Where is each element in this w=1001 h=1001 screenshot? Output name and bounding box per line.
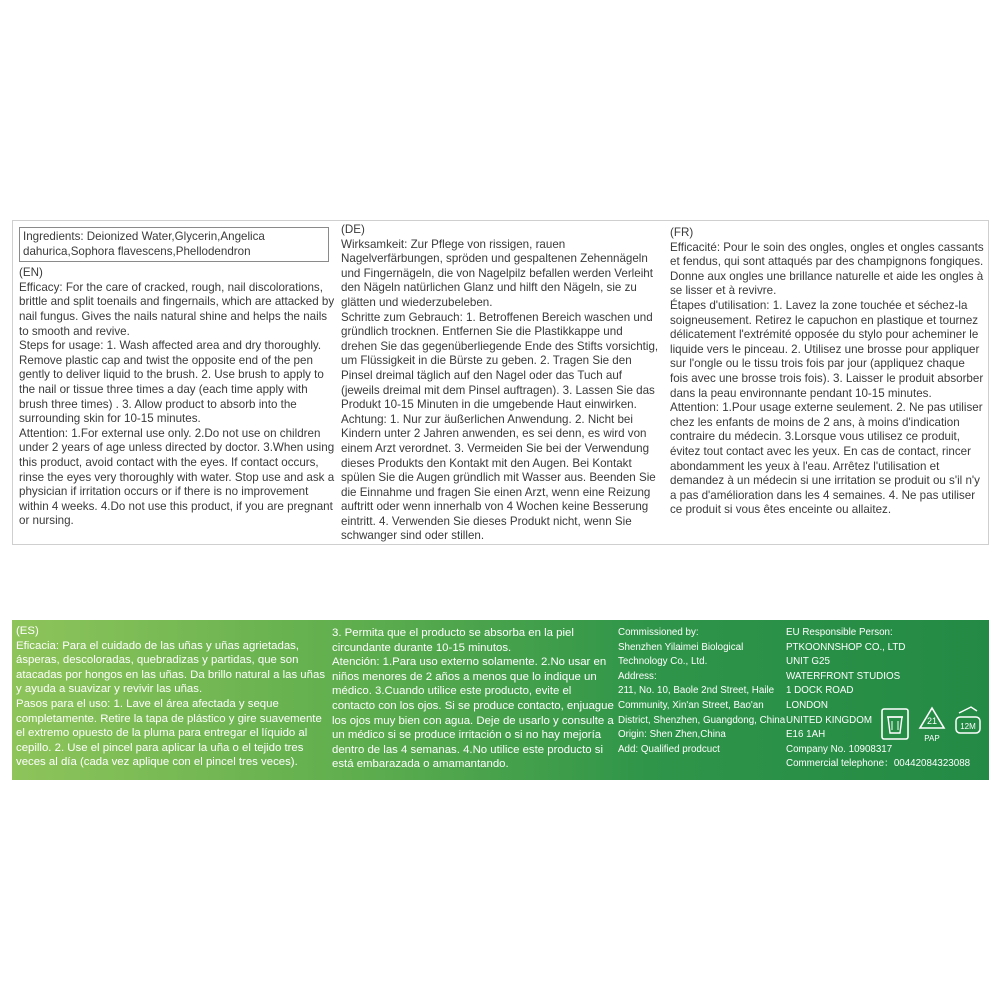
eu-postcode: E16 1AH [786,729,826,741]
en-attention: Attention: 1.For external use only. 2.Do not use on children under 2 years of age unless directed by doctor. 3.When using this product, avoid contact with the eyes. If contact occurs, rinse the eyes very thoroughly with water. Stop use and ask a physician if irritation occurs or if there is no improvement within 4 weeks. 4.Do not use this product, if you are pregnant or nursing. [19,426,335,528]
es-step3: 3. Permita que el producto se absorba en la piel circundante durante 10-15 minutos. [332,627,574,654]
recycle-bin-icon [879,707,911,741]
german-column [341,223,661,544]
recycle-label-icon [917,732,947,744]
en-steps: Steps for usage: 1. Wash affected area and dry thoroughly. Remove plastic cap and twist the opposite end of the pen gently to deliver liquid to the brush. 2. Use brush to apply to the nail or tissue three times a day (each time apply with brush three times) . 3. Allow product to absorb into the surrounding skin for 10-15 minutes. [19,339,324,426]
en-efficacy: Efficacy: For the care of cracked, rough, nail discolorations, brittle and split toenails and fingernails, which are attacked by nail fungus. Gives the nails natural shine and helps the nails to smooth and revive. [19,280,335,338]
eu-country: UNITED KINGDOM [786,714,872,726]
commissioner-company: Shenzhen Yilaimei Biological Technology Co., Ltd. [618,641,744,668]
green-label-panel [12,620,989,780]
de-language-tag: (DE) [341,223,365,236]
symbol-icons [879,705,989,745]
eu-studios: WATERFRONT STUDIOS [786,670,901,682]
eu-label: EU Responsible Person: [786,627,893,638]
address-label: Address: [618,670,657,682]
commissioner-info [618,626,788,757]
commissioned-label: Commissioned by: [618,627,699,638]
recycle-label: PAP [924,734,940,743]
eu-road: 1 DOCK ROAD [786,685,854,697]
en-language-tag: (EN) [19,266,43,280]
eu-company-number: Company No. 10908317 [786,743,893,755]
eu-unit: UNIT G25 [786,656,830,668]
ingredients-box: Ingredients: Deionized Water,Glycerin,Angelica dahurica,Sophora flavescens,Phellodendron [19,227,329,262]
fr-steps: Étapes d'utilisation: 1. Lavez la zone touchée et séchez-la soigneusement. Retirez le capuchon en plastique et tournez délicatement l'extrémité opposée du stylo pour acheminer le liquide vers le pinceau. 2. Utilisez une brosse pour appliquer sur l'ongle ou le tissu trois fois par jour (appliquez chaque fois avec une brosse trois fois). 3. Laisser le produit absorber dans la peau environnante pendant 10-15 minutes. [670,298,984,400]
pao-value: 12M [960,722,976,731]
fr-attention: Attention: 1.Pour usage externe seulement. 2. Ne pas utiliser chez les enfants de moins de 2 ans, à moins d'indication contraire du médecin. 3.Lorsque vous utilisez ce produit, évitez tout contact avec les yeux. En cas de contact, rincer abondamment les yeux à l'eau. Arrêtez l'utilisation et demandez à un médecin si une irritation se produit ou s'il n'y a pas d'amélioration dans les 4 semaines. 4. Ne pas utiliser ce produit si vous êtes enceinte ou allaitez. [670,401,983,517]
es-efficacy: Eficacia: Para el cuidado de las uñas y uñas agrietadas, ásperas, descoloradas, quebradizas y partidas, que son atacadas por hongos en las uñas. Da brillo natural a las uñas y ayuda a suavizar y revivir las uñas. [16,639,326,696]
fr-efficacy: Efficacité: Pour le soin des ongles, ongles et ongles cassants et fendus, qui sont attaqués par des champignons fongiques. Donne aux ongles une brillance naturelle et aide les ongles à se lisser et à revivre. [670,240,984,298]
es-steps: Pasos para el uso: 1. Lave el área afectada y seque completamente. Retire la tapa de plástico y gire suavemente el extremo opuesto de la pluma para entregar el líquido al cepillo. 2. Use el pincel para aplicar la uña o el tejido tres veces al día (cada vez aplique con el pincel tres veces). [16,697,322,769]
eu-company: PTKOONNSHOP CO., LTD [786,641,906,653]
de-attention: Achtung: 1. Nur zur äußerlichen Anwendung. 2. Nicht bei Kindern unter 2 Jahren anwenden, es sei denn, es wird von einem Arzt verordnet. 3. Vermeiden Sie bei der Verwendung dieses Produkts den Kontakt mit den Augen. Bei Kontakt spülen Sie die Augen gründlich mit Wasser aus. Beenden Sie die Einnahme und fragen Sie einen Arzt, wenn eine Reizung auftritt oder wenn innerhalb von 4 Wochen keine Besserung eintritt. 4. Verwenden Sie dieses Produkt nicht, wenn Sie schwanger sind oder stillen. [341,412,656,543]
origin: Origin: Shen Zhen,China [618,729,726,741]
eu-city: LONDON [786,699,828,711]
recycle-number: 21 [926,716,938,726]
es-language-tag: (ES) [16,625,39,637]
french-column [670,226,986,518]
add-note: Add: Qualified prodcuct [618,743,720,755]
de-steps: Schritte zum Gebrauch: 1. Betroffenen Bereich waschen und gründlich trocknen. Entfernen Sie die Plastikkappe und drehen Sie das gegenüberliegende Ende des Stifts vorsichtig, um Flüssigkeit in die Bürste zu geben. 2. Tragen Sie den Pinsel dreimal täglich auf den Nagel oder das Tuch auf (jeweils dreimal mit dem Pinsel auftragen). 3. Lassen Sie das Produkt 10-15 Minuten in die umgebende Haut einwirken. [341,310,659,412]
spanish-column [16,624,332,770]
es-attention: Atención: 1.Para uso externo solamente. 2.No usar en niños menores de 2 años a menos que lo indique un médico. 3.Cuando utilice este producto, evite el contacto con los ojos. Si se produce contacto, enjuague los ojos muy bien con agua. Deje de usarlo y consulte a un médico si se produce irritación o si no hay mejoría dentro de las 4 semanas. 4.No utilice este producto si está embarazada o amamantando. [332,656,614,771]
period-after-opening-icon [953,705,983,739]
eu-responsible-info [786,626,986,772]
commissioner-address: 211, No. 10, Baole 2nd Street, Haile Community, Xin'an Street, Bao'an District, Shenzhen, Guangdong, China [618,685,786,726]
recycle-triangle-icon [917,705,947,733]
fr-language-tag: (FR) [670,226,694,239]
spanish-column-continued [332,626,616,772]
eu-telephone: Commercial telephone：00442084323088 [786,758,971,770]
english-column [19,227,337,529]
de-efficacy: Wirksamkeit: Zur Pflege von rissigen, rauen Nagelverfärbungen, spröden und gespaltenen Zehennägeln und Fingernägeln, die von Nagelpilz befallen werden Verleiht den Nägeln natürlichen Glanz und hilft den Nägeln, sie zu glätten und wiederzubeleben. [341,237,653,309]
multilingual-instructions-panel [12,220,989,545]
